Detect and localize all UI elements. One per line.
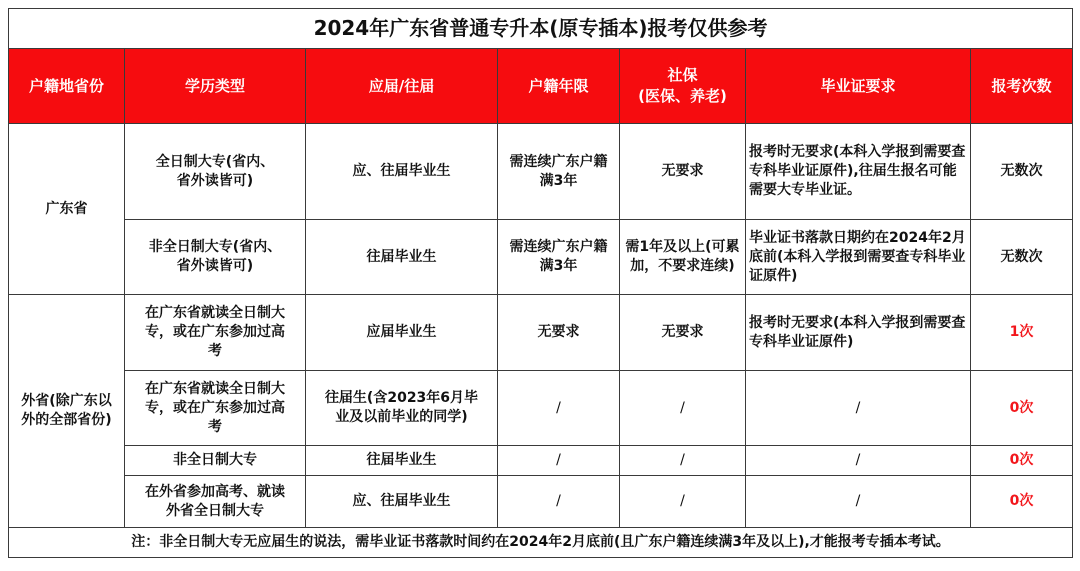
header-grad-status: 应届/往届 (306, 49, 498, 124)
social-insurance-cell: / (620, 371, 746, 446)
header-province: 户籍地省份 (9, 49, 125, 124)
header-social-insurance-line1: 社保 (667, 66, 698, 84)
exam-eligibility-table-container (8, 8, 1072, 558)
table-row (9, 476, 1073, 528)
grad-status-cell: 往届生(含2023年6月毕业及以前毕业的同学) (306, 371, 498, 446)
table-row (9, 124, 1073, 220)
diploma-req-cell: / (746, 476, 971, 528)
social-insurance-cell: / (620, 446, 746, 476)
grad-status-cell: 往届毕业生 (306, 446, 498, 476)
social-insurance-cell: / (620, 476, 746, 528)
diploma-req-cell: / (746, 371, 971, 446)
edu-type-cell: 在外省参加高考、就读外省全日制大专 (125, 476, 306, 528)
grad-status-cell: 应、往届毕业生 (306, 476, 498, 528)
hukou-years-cell: 需连续广东户籍满3年 (498, 124, 620, 220)
attempts-cell: 0次 (971, 371, 1073, 446)
table-row (9, 220, 1073, 295)
diploma-req-cell: 报考时无要求(本科入学报到需要查专科毕业证原件),往届生报名可能需要大专毕业证。 (746, 124, 971, 220)
hukou-years-cell: / (498, 446, 620, 476)
edu-type-cell: 非全日制大专 (125, 446, 306, 476)
attempts-cell: 无数次 (971, 124, 1073, 220)
attempts-cell: 0次 (971, 476, 1073, 528)
grad-status-cell: 应届毕业生 (306, 295, 498, 371)
table-row (9, 446, 1073, 476)
grad-status-cell: 往届毕业生 (306, 220, 498, 295)
attempts-cell: 无数次 (971, 220, 1073, 295)
province-cell: 外省(除广东以外的全部省份) (9, 295, 125, 528)
footnote: 注：非全日制大专无应届生的说法，需毕业证书落款时间约在2024年2月底前(且广东户籍连续满3年及以上),才能报考专插本考试。 (9, 528, 1073, 558)
table-row (9, 295, 1073, 371)
header-attempts: 报考次数 (971, 49, 1073, 124)
edu-type-cell: 全日制大专(省内、省外读皆可) (125, 124, 306, 220)
attempts-cell: 0次 (971, 446, 1073, 476)
edu-type-cell: 在广东省就读全日制大专，或在广东参加过高考 (125, 371, 306, 446)
grad-status-cell: 应、往届毕业生 (306, 124, 498, 220)
edu-type-cell: 在广东省就读全日制大专，或在广东参加过高考 (125, 295, 306, 371)
table-row (9, 371, 1073, 446)
social-insurance-cell: 无要求 (620, 124, 746, 220)
diploma-req-cell: 报考时无要求(本科入学报到需要查专科毕业证原件) (746, 295, 971, 371)
social-insurance-cell: 需1年及以上(可累加，不要求连续) (620, 220, 746, 295)
table-title: 2024年广东省普通专升本(原专插本)报考仅供参考 (9, 9, 1073, 49)
hukou-years-cell: 需连续广东户籍满3年 (498, 220, 620, 295)
hukou-years-cell: / (498, 371, 620, 446)
header-social-insurance (620, 49, 746, 124)
province-cell: 广东省 (9, 124, 125, 295)
social-insurance-cell: 无要求 (620, 295, 746, 371)
diploma-req-cell: 毕业证书落款日期约在2024年2月底前(本科入学报到需要查专科毕业证原件) (746, 220, 971, 295)
header-hukou-years: 户籍年限 (498, 49, 620, 124)
header-row (9, 49, 1073, 124)
attempts-cell: 1次 (971, 295, 1073, 371)
header-diploma-req: 毕业证要求 (746, 49, 971, 124)
hukou-years-cell: 无要求 (498, 295, 620, 371)
diploma-req-cell: / (746, 446, 971, 476)
hukou-years-cell: / (498, 476, 620, 528)
exam-eligibility-table (8, 8, 1073, 558)
edu-type-cell: 非全日制大专(省内、省外读皆可) (125, 220, 306, 295)
header-social-insurance-line2: (医保、养老) (638, 87, 727, 105)
header-edu-type: 学历类型 (125, 49, 306, 124)
